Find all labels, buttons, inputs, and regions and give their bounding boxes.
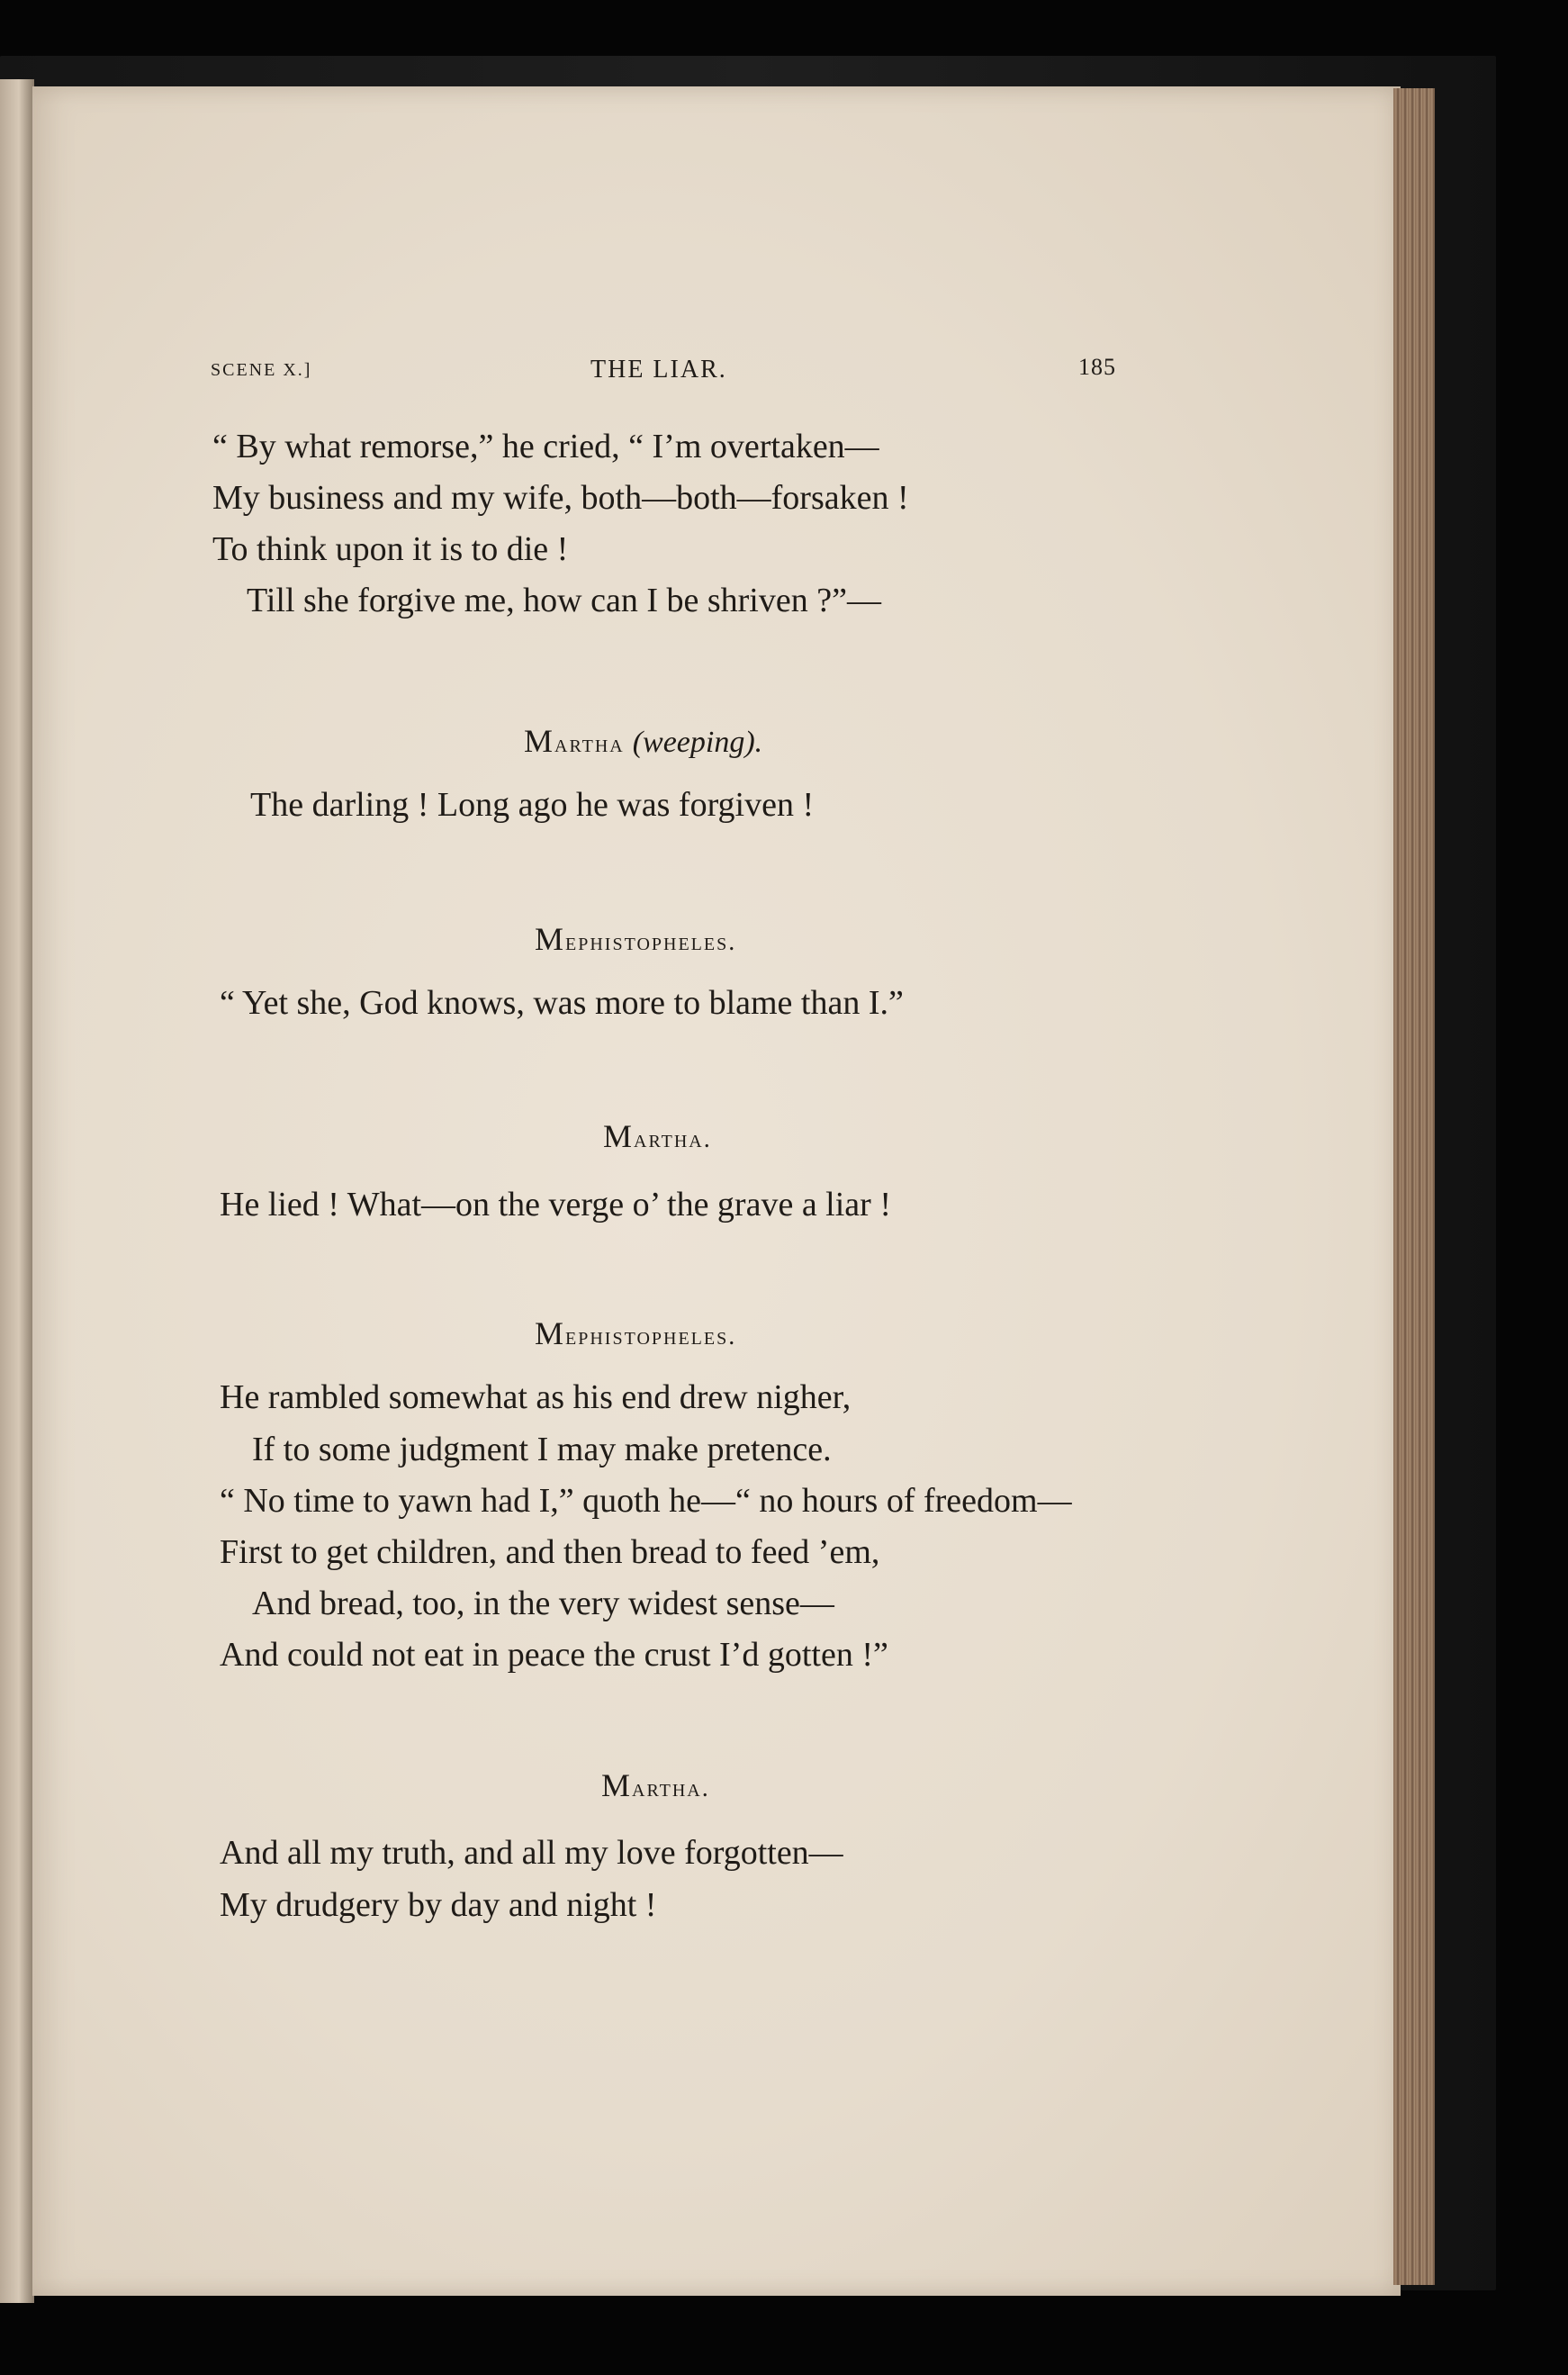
verse-line: The darling ! Long ago he was forgiven !: [250, 786, 815, 824]
page-number: 185: [1078, 354, 1116, 380]
running-head-scene: SCENE X.]: [211, 360, 312, 380]
speaker-heading: Martha (weeping).: [524, 723, 763, 759]
verse-line: He lied ! What—on the verge o’ the grave a liar !: [220, 1186, 891, 1224]
verse-line: First to get children, and then bread to feed ’em,: [220, 1533, 880, 1571]
verse-line: Till she forgive me, how can I be shriven ?”—: [247, 582, 881, 619]
verse-line: “ By what remorse,” he cried, “ I’m overtaken—: [212, 428, 879, 465]
verse-line: He rambled somewhat as his end drew nigher,: [220, 1378, 852, 1416]
speaker-heading: Mephistopheles.: [535, 1315, 737, 1351]
verse-line: To think upon it is to die !: [212, 530, 569, 568]
verse-line: “ No time to yawn had I,” quoth he—“ no hours of freedom—: [220, 1482, 1072, 1520]
verse-line: “ Yet she, God knows, was more to blame than I.”: [220, 984, 904, 1022]
speaker-heading: Mephistopheles.: [535, 921, 737, 957]
running-head-title: THE LIAR.: [590, 356, 727, 384]
speaker-heading: Martha.: [603, 1118, 712, 1154]
verse-line: And could not eat in peace the crust I’d gotten !”: [220, 1636, 888, 1674]
verse-line: And bread, too, in the very widest sense—: [252, 1585, 834, 1622]
speaker-heading: Martha.: [601, 1767, 710, 1803]
verse-line: My drudgery by day and night !: [220, 1886, 657, 1924]
verse-line: If to some judgment I may make pretence.: [252, 1431, 832, 1468]
verse-line: And all my truth, and all my love forgotten—: [220, 1834, 843, 1872]
verse-line: My business and my wife, both—both—forsaken !: [212, 479, 909, 517]
